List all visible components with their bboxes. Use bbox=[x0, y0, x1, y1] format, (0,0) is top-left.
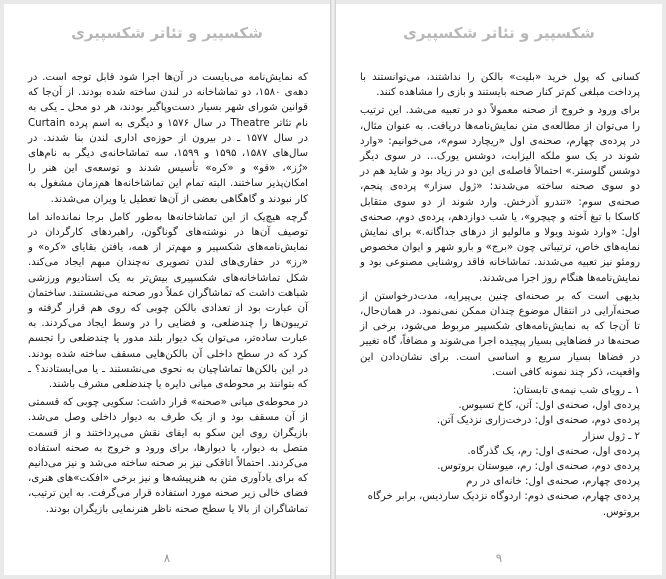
page-body bbox=[360, 70, 640, 520]
list-item: پرده‌ی چهارم، صحنه‌ی دوم: اردوگاه نزدیک ساردیس، برابر خرگاه بروتوس. bbox=[367, 491, 640, 518]
running-header: شکسپیر و تئاتر شکسپیری bbox=[71, 24, 263, 42]
paragraph: گرچه هیچ‌یک از این تماشاخانه‌ها به‌طور کامل برجا نمانده‌اند اما توصیف آن‌ها در نوشته‌های گوناگون، راهبردهای کارگردان در نمایش‌نامه‌های شکسپیر و مهم‌تر از همه، یافتن بقایای «کره» و «رز» در حفاری‌های لندن تصویری نه‌چندان مبهم ایجاد می‌کند. شکل تماشاخانه‌های شکسپیری بیش‌تر به یک استادیوم ورزشی شباهت داشت که تماشاگران عملاً دور صحنه می‌نشستند. ساختمان آن عبارت بود از تعدادی بالکن چوبی که روی هم قرار گرفته و تریبون‌ها را چندضلعی، و فضایی را در وسط ایجاد می‌کردند. به عبارت ساده‌تر، می‌توان یک دیوار بلند مدور یا چندضلعی را تجسم کرد که در سطح داخلی آن بالکن‌هایی مسقف ساخته شده بودند. در این بالکن‌ها تماشاچیان به نحوی می‌نشستند ـ یا می‌ایستادند؟ ـ که بتوانند بر محوطه‌ی میانی دایره یا چندضلعی مشرف باشند. bbox=[28, 211, 308, 391]
list-item: پرده‌ی اول، صحنه‌ی اول: آتن، کاخ تسیوس. bbox=[458, 400, 640, 412]
paragraph: برای ورود و خروج از صحنه معمولاً دو در تعبیه می‌شد. این ترتیب را می‌توان از مطالعه‌ی متن نمایش‌نامه‌ها دریافت. به عنوان مثال، در پرده‌ی چهارم، صحنه‌ی اول «ریچارد سوم»، می‌خوانیم: «وارد شوند در یک سو ملکه الیزابت، دوشس یورک… در سوی دیگر دوشس گلوستر.» احتمالاً فاصله‌ی این دو در زیاد بود و شاید هم در دو سوی صحنه ساخته می‌شدند: «ژول سزار» پرده‌ی پنجم، صحنه‌ی سوم: «تندرو آذرخش. وارد شوند از دو سوی متقابل کاسکا با تیغ آخته و چیچرو»، یا شب دوازدهم، پرده‌ی دوم، صحنه‌ی اول: «وارد شوند ویولا و مالولیو از درهای جداگانه.» برای نمایش نمایه‌های خاص، ترتیباتی چون «برج» و بارو شهر و ایوان مخصوص رومئو نیز تعبیه می‌شدند. تماشاخانه فاقد روشنایی مصنوعی بود و نمایش‌نامه‌ها هنگام روز اجرا می‌شدند. bbox=[360, 105, 640, 284]
list-item: پرده‌ی دوم، صحنه‌ی اول: درخت‌زاری نزدیک آتن. bbox=[436, 415, 640, 427]
left-page bbox=[4, 4, 330, 575]
list-item: پرده‌ی دوم، صحنه‌ی اول: رم، میوستان بروتوس. bbox=[437, 461, 640, 473]
list-item: ۲ ـ ژول سزار bbox=[582, 430, 640, 442]
list-item: ۱ ـ رویای شب نیمه‌ی تابستان: bbox=[512, 385, 640, 397]
page-number: ۹ bbox=[495, 551, 503, 565]
paragraph: در محوطه‌ی میانی «صحنه» قرار داشت: سکویی چوبی که قسمتی از آن مسقف بود و از یک طرف به دیوار داخلی وصل می‌شد. بازیگران روی این سکو به ایفای نقش می‌پرداختند و از قسمت متصل به دیوار، یا دیوارها، برای ورود و خروج به صحنه استفاده می‌کردند. احتمالاً اتاقکی نیز بر صحنه ساخته می‌شد و نیز می‌دانیم که برای یادآوری متن به هنرپیشه‌ها و نیز برخی «افکت»های هنری، فضای خالی زیر صحنه مورد استفاده قرار می‌گرفت. به این ترتیب، تماشاگران از بالا یا سطح صحنه ناظر هنرنمایی بازیگران بودند. bbox=[28, 397, 308, 515]
list-item: پرده‌ی اول، صحنه‌ی اول: رم، یک گذرگاه. bbox=[467, 445, 640, 457]
paragraph: بدیهی است که بر صحنه‌ای چنین بی‌پیرایه، مدت‌درخواستن از صحنه‌آرایی در انتقال موضوع چندان ممکن نمی‌نمود. در همان‌حال، تا آن‌جا که به نمایش‌نامه‌های شکسپیر مربوط می‌شود، برخی از صحنه‌ها در فضاهایی بسیار پیچیده اجرا می‌شوند و مضافاً، گاه تغییر در فضاها بسیار سریع و اساسی است. برای نشان‌دادن این واقعیت، ذکر چند نمونه کافی است. bbox=[360, 290, 640, 378]
list-item: پرده‌ی چهارم، صحنه‌ی اول: خانه‌ای در رم bbox=[466, 476, 640, 488]
right-page bbox=[336, 4, 662, 575]
page-number: ۸ bbox=[163, 551, 171, 565]
paragraph: کسانی که پول خرید «بلیت» بالکن را نداشتند، می‌توانستند با پرداخت مبلغی کم‌تر کنار صحنه بایستند و بازی را مشاهده کنند. bbox=[360, 72, 640, 99]
paragraph: که نمایش‌نامه می‌بایست در آن‌ها اجرا شود قابل توجه است. در دهه‌ی ۱۵۸۰، دو تماشاخانه در لندن ساخته شده بودند. از آن‌جا که قوانین شورای شهر بسیار دست‌وپاگیر بودند، هر دو محل ـ یکی به نام تئاتر Theatre در سال ۱۵۷۶ و دیگری به اسم پرده Curtain در سال ۱۵۷۷ ـ در بیرون از حوزه‌ی اداری لندن بنا شدند. در سال‌های ۱۵۸۷، ۱۵۹۵ و ۱۵۹۹، سه تماشاخانه‌ی دیگر به نام‌های «رُز»، «قو» و «کره» تأسیس شدند و توسعه‌ی این هنر را امکان‌پذیر ساختند. البته تمام این تماشاخانه‌ها هم‌زمان مشغول به کار نبودند و گاهگاهی بعضی از آن‌ها تعطیل یا ویران می‌شدند. bbox=[28, 72, 308, 205]
page-body bbox=[28, 70, 308, 520]
running-header: شکسپیر و تئاتر شکسپیری bbox=[403, 24, 595, 42]
